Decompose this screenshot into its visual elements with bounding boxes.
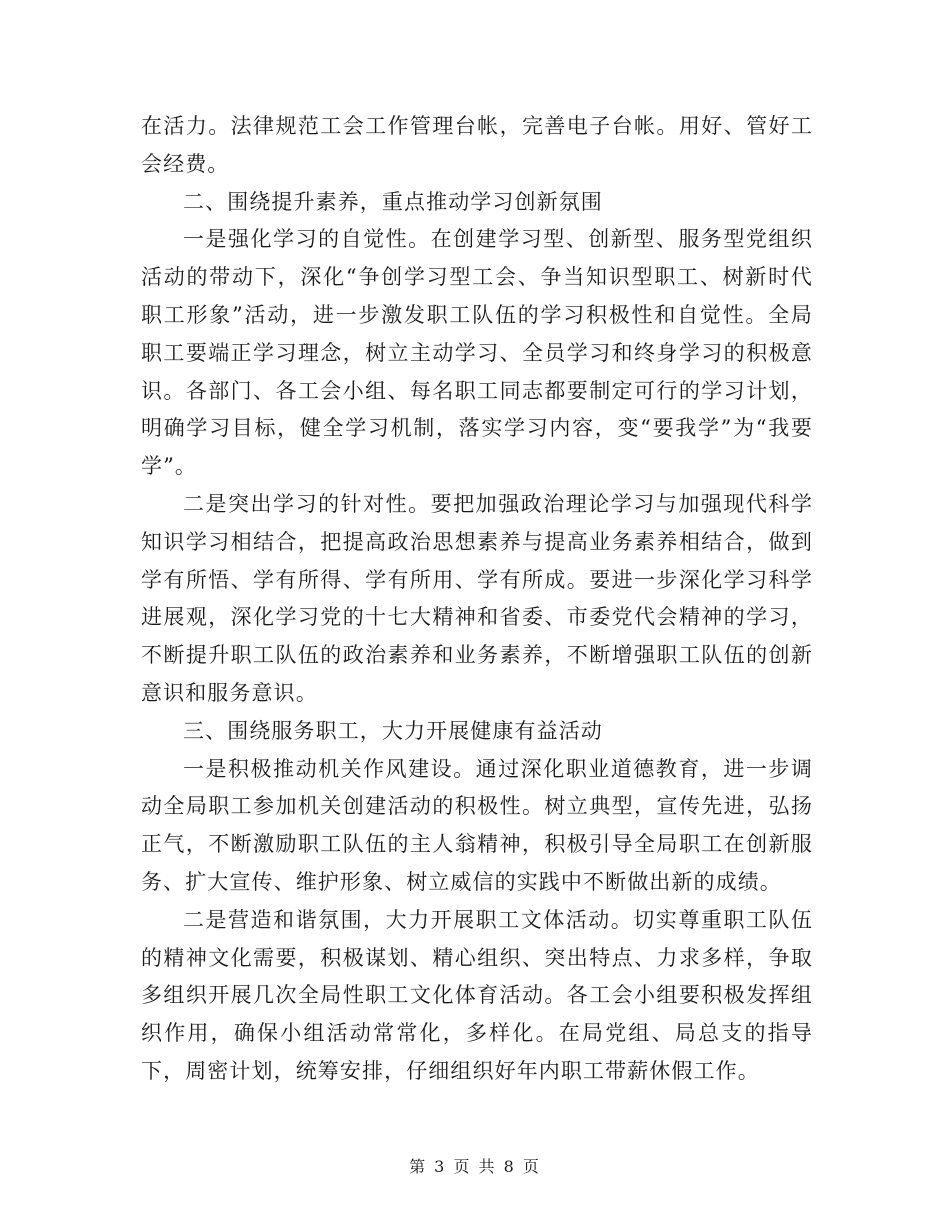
paragraph-1: 在活力。法律规范工会工作管理台帐，完善电子台帐。用好、管好工会经费。 [141, 114, 813, 176]
page-footer [0, 1154, 950, 1177]
paragraph-6: 一是积极推动机关作风建设。通过深化职业道德教育，进一步调动全局职工参加机关创建活动的积极性。树立典型，宣传先进，弘扬正气，不断激励职工队伍的主人翁精神，积极引导全局职工在创新服务、扩大宣传、维护形象、树立威信的实践中不断做出新的成绩。 [141, 756, 813, 894]
paragraph-7: 二是营造和谐氛围，大力开展职工文体活动。切实尊重职工队伍的精神文化需要，积极谋划、精心组织、突出特点、力求多样，争取多组织开展几次全局性职工文化体育活动。各工会小组要积极发挥组织作用，确保小组活动常常化，多样化。在局党组、局总支的指导下，周密计划，统筹安排，仔细组织好年内职工带薪休假工作。 [141, 907, 813, 1083]
footer-prefix: 第 [409, 1157, 428, 1176]
paragraph-4: 二是突出学习的针对性。要把加强政治理论学习与加强现代科学知识学习相结合，把提高政治思想素养与提高业务素养相结合，做到学有所悟、学有所得、学有所用、学有所成。要进一步深化学习科学进展观，深化学习党的十七大精神和省委、市委党代会精神的学习，不断提升职工队伍的政治素养和业务素养，不断增强职工队伍的创新意识和服务意识。 [141, 491, 813, 705]
footer-current-page: 3 [434, 1157, 447, 1176]
footer-suffix: 页 [522, 1157, 541, 1176]
paragraph-3: 一是强化学习的自觉性。在创建学习型、创新型、服务型党组织活动的带动下，深化“争创学习型工会、争当知识型职工、树新时代职工形象”活动，进一步激发职工队伍的学习积极性和自觉性。全局职工要端正学习理念，树立主动学习、全员学习和终身学习的积极意识。各部门、各工会小组、每名职工同志都要制定可行的学习计划，明确学习目标，健全学习机制，落实学习内容，变“要我学”为“我要学”。 [141, 227, 813, 479]
footer-middle: 页 共 [453, 1157, 497, 1176]
document-body [141, 108, 813, 1091]
section-heading-2: 二、围绕提升素养，重点推动学习创新氛围 [183, 189, 603, 214]
section-heading-3: 三、围绕服务职工，大力开展健康有益活动 [183, 718, 603, 743]
footer-total-pages: 8 [503, 1157, 516, 1176]
